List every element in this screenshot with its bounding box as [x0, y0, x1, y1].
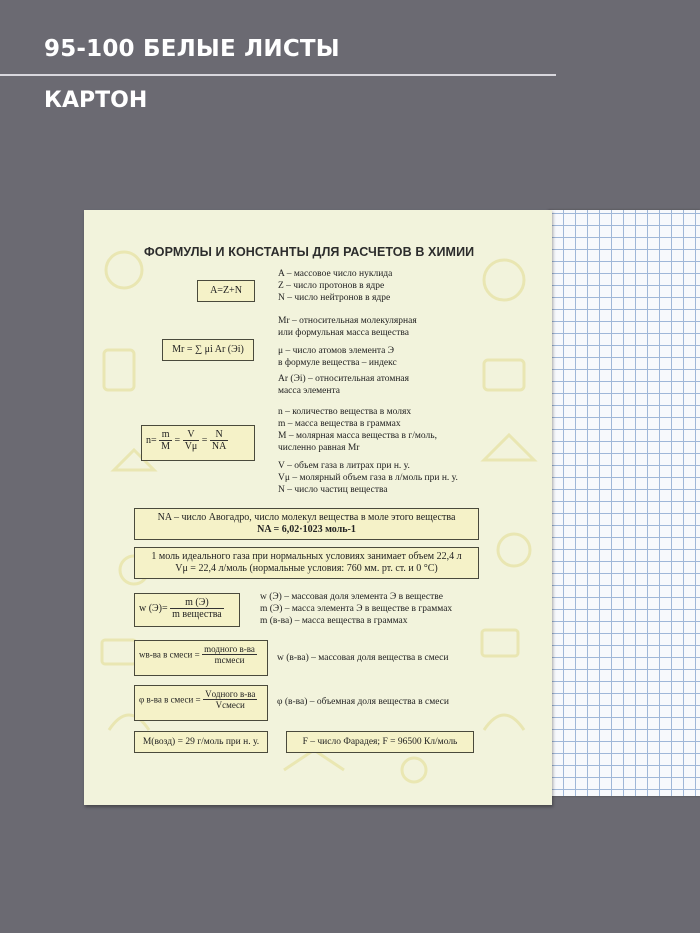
- desc-line: масса элемента: [278, 386, 340, 396]
- formula-lhs: n=: [146, 435, 157, 446]
- desc-line: m (в-ва) – масса вещества в граммах: [260, 616, 408, 626]
- desc-line: μ – число атомов элемента Э: [278, 346, 395, 356]
- formula-box-molecular-mass: [162, 339, 254, 361]
- formula-box-mass-fraction-element: [134, 593, 240, 627]
- formula-lhs: φ в-ва в смеси =: [139, 694, 201, 705]
- denominator: NA: [211, 441, 227, 452]
- cover-title: ФОРМУЛЫ И КОНСТАНТЫ ДЛЯ РАСЧЕТОВ В ХИМИИ: [144, 245, 475, 259]
- desc-line: Ar (Эi) – относительная атомная: [278, 374, 410, 384]
- formula-box-amount-of-substance: [141, 425, 255, 461]
- formula-lhs: wв-ва в смеси =: [139, 649, 200, 660]
- fraction: [210, 429, 228, 452]
- fraction: [202, 644, 257, 665]
- numerator: N: [210, 429, 228, 441]
- notebook-back-cover: [84, 210, 552, 805]
- numerator: m (Э): [170, 597, 224, 609]
- formula-text: A=Z+N: [210, 285, 242, 296]
- air-molar-mass-box: [134, 731, 268, 753]
- faraday-text: F – число Фарадея; F = 96500 Кл/моль: [302, 737, 458, 747]
- header-divider: [0, 74, 556, 76]
- formula-box-volume-fraction-mixture: [134, 685, 268, 721]
- desc-line: в формуле вещества – индекс: [278, 358, 397, 368]
- numerator: mодного в-ва: [204, 644, 255, 654]
- fraction: [159, 429, 172, 452]
- faraday-box: [286, 731, 474, 753]
- fraction: [203, 689, 257, 710]
- formula-box-mass-number: [197, 280, 255, 302]
- equals-sign: =: [174, 435, 181, 446]
- desc-line: V – объем газа в литрах при н. у.: [278, 461, 410, 471]
- molar-volume-line-1: 1 моль идеального газа при нормальных условиях занимает объем 22,4 л: [151, 551, 462, 562]
- avogadro-line-1: NA – число Авогадро, число молекул вещества в моле этого вещества: [157, 512, 456, 523]
- formula-box-mass-fraction-mixture: [134, 640, 268, 676]
- desc-line: w (в-ва) – массовая доля вещества в смеси: [277, 653, 449, 663]
- avogadro-box: [134, 508, 479, 540]
- denominator: m вещества: [172, 609, 222, 620]
- desc-line: Z – число протонов в ядре: [278, 281, 385, 291]
- molar-volume-box: [134, 547, 479, 579]
- header-subtitle: КАРТОН: [44, 88, 148, 113]
- air-molar-mass-text: M(возд) = 29 г/моль при н. у.: [142, 737, 260, 747]
- desc-line: N – число частиц вещества: [278, 485, 388, 495]
- fraction: [170, 597, 224, 620]
- formula-text: Mr = ∑ μi Ar (Эi): [172, 344, 244, 355]
- equals-sign: =: [201, 435, 208, 446]
- grid-paper-page: [548, 210, 700, 796]
- numerator: Vодного в-ва: [205, 689, 256, 699]
- desc-line: численно равная Mr: [278, 443, 360, 453]
- denominator: Vμ: [184, 441, 198, 452]
- denominator: mсмеси: [214, 655, 245, 665]
- desc-line: m (Э) – масса элемента Э в веществе в граммах: [260, 604, 453, 614]
- formula-lhs: w (Э)=: [139, 603, 168, 614]
- denominator: Vсмеси: [215, 700, 245, 710]
- header-title: 95-100 БЕЛЫЕ ЛИСТЫ: [44, 36, 340, 62]
- desc-line: M – молярная масса вещества в г/моль,: [278, 431, 438, 441]
- fraction: [183, 429, 200, 452]
- desc-line: Mr – относительная молекулярная: [278, 316, 417, 326]
- desc-line: n – количество вещества в молях: [278, 407, 412, 417]
- desc-line: w (Э) – массовая доля элемента Э в веществе: [260, 592, 443, 602]
- desc-line: N – число нейтронов в ядре: [278, 293, 391, 303]
- desc-line: A – массовое число нуклида: [278, 269, 393, 279]
- desc-line: m – масса вещества в граммах: [278, 419, 401, 429]
- desc-line: или формульная масса вещества: [278, 328, 409, 338]
- desc-line: φ (в-ва) – объемная доля вещества в смеси: [277, 697, 449, 707]
- numerator: m: [159, 429, 172, 441]
- avogadro-line-2: NA = 6,02·1023 моль-1: [257, 524, 356, 535]
- numerator: V: [183, 429, 200, 441]
- desc-line: Vμ – молярный объем газа в л/моль при н. у.: [278, 473, 458, 483]
- denominator: M: [161, 441, 171, 452]
- molar-volume-line-2: Vμ = 22,4 л/моль (нормальные условия: 760 мм. рт. ст. и 0 °С): [175, 563, 438, 574]
